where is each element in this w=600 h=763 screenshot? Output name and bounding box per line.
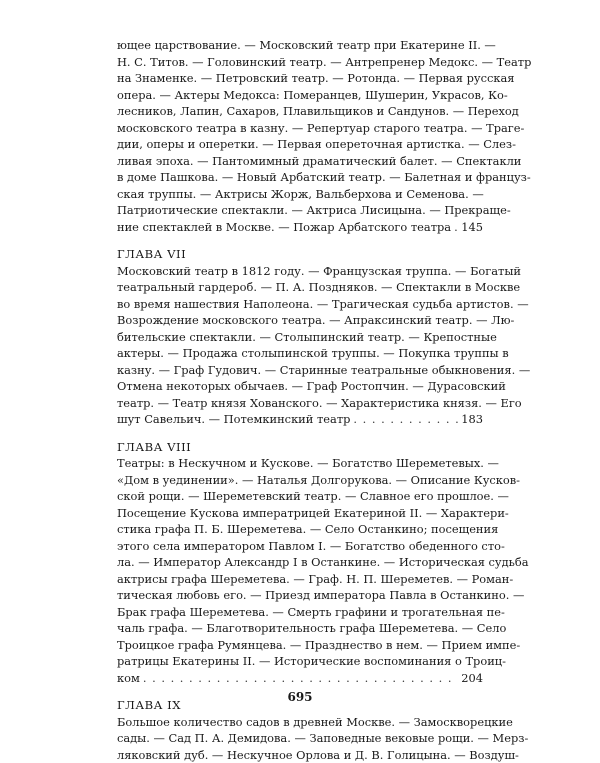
chapter-heading: ГЛАВА VII — [117, 246, 483, 263]
chapter-heading: ГЛАВА VIII — [117, 439, 483, 456]
chapter-heading: ГЛАВА IX — [117, 697, 483, 714]
toc-entry-end — [117, 219, 483, 236]
summary-line: актеры. — Продажа столыпинской труппы. — Покупка труппы в — [117, 345, 483, 362]
summary-line: на Знаменке. — Петровский театр. — Ротонда. — Первая русская — [117, 70, 483, 87]
summary-line: Троицкое графа Румянцева. — Празднество в нем. — Прием импе- — [117, 637, 483, 654]
toc-page-number: 183 — [461, 411, 483, 428]
summary-line: ливая эпоха. — Пантомимный драматический балет. — Спектакли — [117, 153, 483, 170]
summary-line: Отмена некоторых обычаев. — Граф Ростопчин. — Дурасовский — [117, 378, 483, 395]
chapter-summary — [117, 263, 483, 412]
summary-line: чаль графа. — Благотворительность графа Шереметева. — Село — [117, 620, 483, 637]
summary-line: сады. — Сад П. А. Демидова. — Заповедные вековые рощи. — Мерз- — [117, 730, 483, 747]
summary-line: опера. — Актеры Медокса: Померанцев, Шушерин, Украсов, Ко- — [117, 87, 483, 104]
summary-line: Брак графа Шереметева. — Смерть графини и трогательная пе- — [117, 604, 483, 621]
toc-entry-end — [117, 411, 483, 428]
summary-line: ской рощи. — Шереметевский театр. — Славное его прошлое. — — [117, 488, 483, 505]
summary-line: ратрицы Екатерины II. — Исторические воспоминания о Троиц- — [117, 653, 483, 670]
summary-line: актрисы графа Шереметева. — Граф. Н. П. Шереметев. — Роман- — [117, 571, 483, 588]
chapter-summary — [117, 714, 483, 763]
dot-leader — [454, 219, 458, 236]
dot-leader — [143, 670, 458, 687]
summary-line: в доме Пашкова. — Новый Арбатский театр. — Балетная и француз- — [117, 169, 483, 186]
summary-line: Возрождение московского театра. — Апраксинский театр. — Лю- — [117, 312, 483, 329]
summary-line: во время нашествия Наполеона. — Трагическая судьба артистов. — — [117, 296, 483, 313]
summary-line: Московский театр в 1812 году. — Французская труппа. — Богатый — [117, 263, 483, 280]
summary-line: дии, оперы и оперетки. — Первая опереточная артистка. — Слез- — [117, 136, 483, 153]
summary-last-line: ком — [117, 670, 140, 687]
summary-line: Патриотические спектакли. — Актриса Лисицына. — Прекраще- — [117, 202, 483, 219]
summary-line: ющее царствование. — Московский театр при Екатерине II. — — [117, 37, 483, 54]
toc-page-number: 204 — [461, 670, 483, 687]
chapter-summary — [117, 455, 483, 670]
summary-line: московского театра в казну. — Репертуар старого театра. — Траге- — [117, 120, 483, 137]
toc-page-number: 145 — [461, 219, 483, 236]
summary-line: бительские спектакли. — Столыпинский театр. — Крепостные — [117, 329, 483, 346]
table-of-contents — [117, 37, 483, 763]
summary-line: стика графа П. Б. Шереметева. — Село Останкино; посещения — [117, 521, 483, 538]
summary-line: тическая любовь его. — Приезд императора Павла в Останкино. — — [117, 587, 483, 604]
summary-line: ляковский дуб. — Нескучное Орлова и Д. В. Голицына. — Воздуш- — [117, 747, 483, 763]
chapter-summary — [117, 37, 483, 219]
summary-line: казну. — Граф Гудович. — Старинные театральные обыкновения. — — [117, 362, 483, 379]
summary-line: ла. — Император Александр I в Останкине. — Историческая судьба — [117, 554, 483, 571]
summary-line: «Дом в уединении». — Наталья Долгорукова. — Описание Кусков- — [117, 472, 483, 489]
summary-line: Н. С. Титов. — Головинский театр. — Антрепренер Медокс. — Театр — [117, 54, 483, 71]
summary-line: Театры: в Нескучном и Кускове. — Богатство Шереметевых. — — [117, 455, 483, 472]
summary-line: театральный гардероб. — П. А. Поздняков. — Спектакли в Москве — [117, 279, 483, 296]
page-number: 695 — [0, 690, 600, 704]
summary-last-line: ние спектаклей в Москве. — Пожар Арбатского театра — [117, 219, 451, 236]
summary-line: этого села императором Павлом I. — Богатство обеденного сто- — [117, 538, 483, 555]
summary-line: театр. — Театр князя Хованского. — Характеристика князя. — Его — [117, 395, 483, 412]
summary-line: Большое количество садов в древней Москве. — Замоскворецкие — [117, 714, 483, 731]
summary-line: Посещение Кускова императрицей Екатериной II. — Характери- — [117, 505, 483, 522]
summary-line: лесников, Лапин, Сахаров, Плавильщиков и Сандунов. — Переход — [117, 103, 483, 120]
toc-entry-end — [117, 670, 483, 687]
dot-leader — [353, 411, 458, 428]
summary-last-line: шут Савельич. — Потемкинский театр — [117, 411, 350, 428]
summary-line: ская труппы. — Актрисы Жорж, Вальберхова и Семенова. — — [117, 186, 483, 203]
